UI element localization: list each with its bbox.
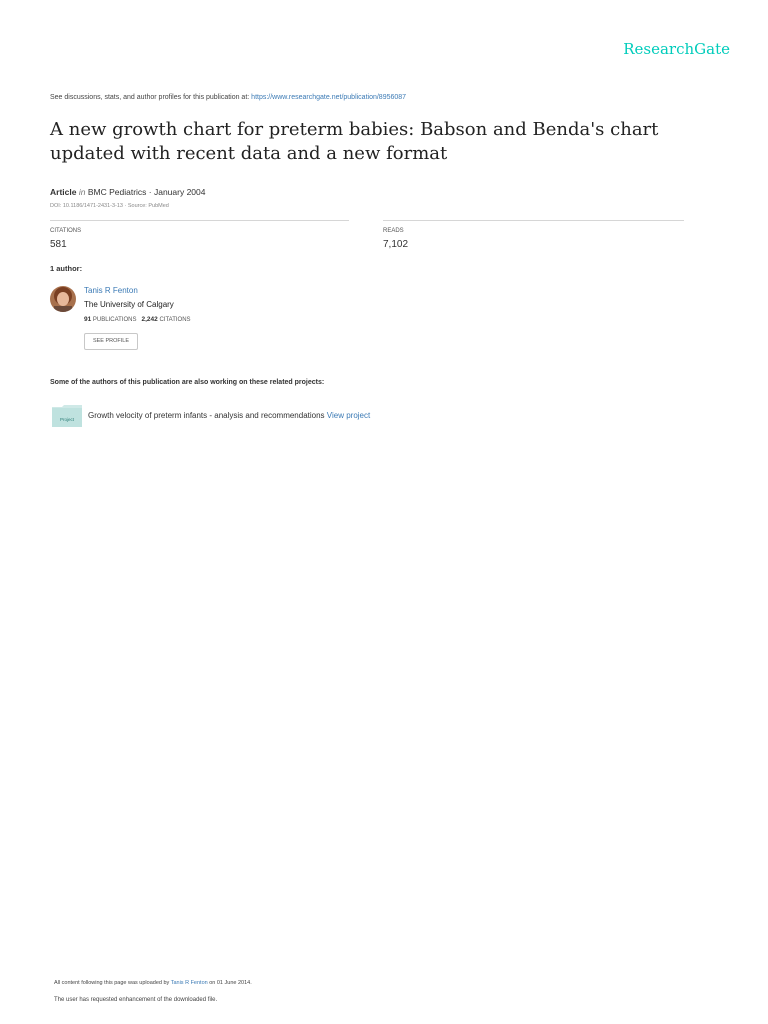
project-title: Growth velocity of preterm infants - analysis and recommendations [88, 411, 325, 420]
upload-author-link[interactable]: Tanis R Fenton [170, 980, 208, 986]
related-projects-heading: Some of the authors of this publication are also working on these related projects: [50, 379, 325, 386]
author-institution: The University of Calgary [84, 300, 174, 309]
reads-value: 7,102 [383, 239, 409, 250]
top-note-text: See discussions, stats, and author profiles for this publication at: [50, 94, 252, 101]
author-citations-label: CITATIONS [159, 317, 191, 323]
citations-value: 581 [50, 239, 67, 250]
authors-heading: 1 author: [50, 264, 83, 273]
page-title: A new growth chart for preterm babies: Babson and Benda's chart updated with recent data and a new format [50, 119, 659, 164]
author-publications-label: PUBLICATIONS [92, 317, 137, 323]
enhancement-note: The user has requested enhancement of the downloaded file. [54, 997, 218, 1003]
researchgate-logo[interactable]: ResearchGate [623, 40, 730, 58]
upload-note [54, 980, 252, 986]
view-project-link[interactable]: View project [326, 411, 371, 420]
project-icon-label: Project [59, 417, 75, 422]
author-stats [84, 316, 191, 323]
author-name-link[interactable]: Tanis R Fenton [84, 286, 138, 295]
citations-label: CITATIONS [50, 228, 82, 234]
author-publications-count: 91 [84, 316, 92, 323]
upload-note-suffix: on 01 June 2014. [207, 980, 252, 986]
top-note [50, 94, 406, 101]
journal-name: BMC Pediatrics [87, 187, 147, 197]
upload-note-prefix: All content following this page was uploaded by [54, 980, 171, 986]
project-line [88, 411, 370, 420]
author-citations-count: 2,242 [141, 316, 158, 323]
article-date: · January 2004 [146, 187, 206, 197]
reads-label: READS [383, 228, 404, 234]
see-profile-button[interactable]: SEE PROFILE [84, 333, 138, 350]
project-folder-icon[interactable] [52, 405, 82, 427]
author-avatar[interactable] [50, 286, 76, 312]
article-meta [50, 187, 206, 197]
article-type: Article [50, 187, 77, 197]
reads-divider [383, 220, 684, 221]
doi-line: DOI: 10.1186/1471-2431-3-13 · Source: PubMed [50, 203, 169, 209]
article-in: in [78, 187, 86, 197]
publication-url-link[interactable]: https://www.researchgate.net/publication/8956087 [251, 94, 407, 101]
citations-divider [50, 220, 349, 221]
